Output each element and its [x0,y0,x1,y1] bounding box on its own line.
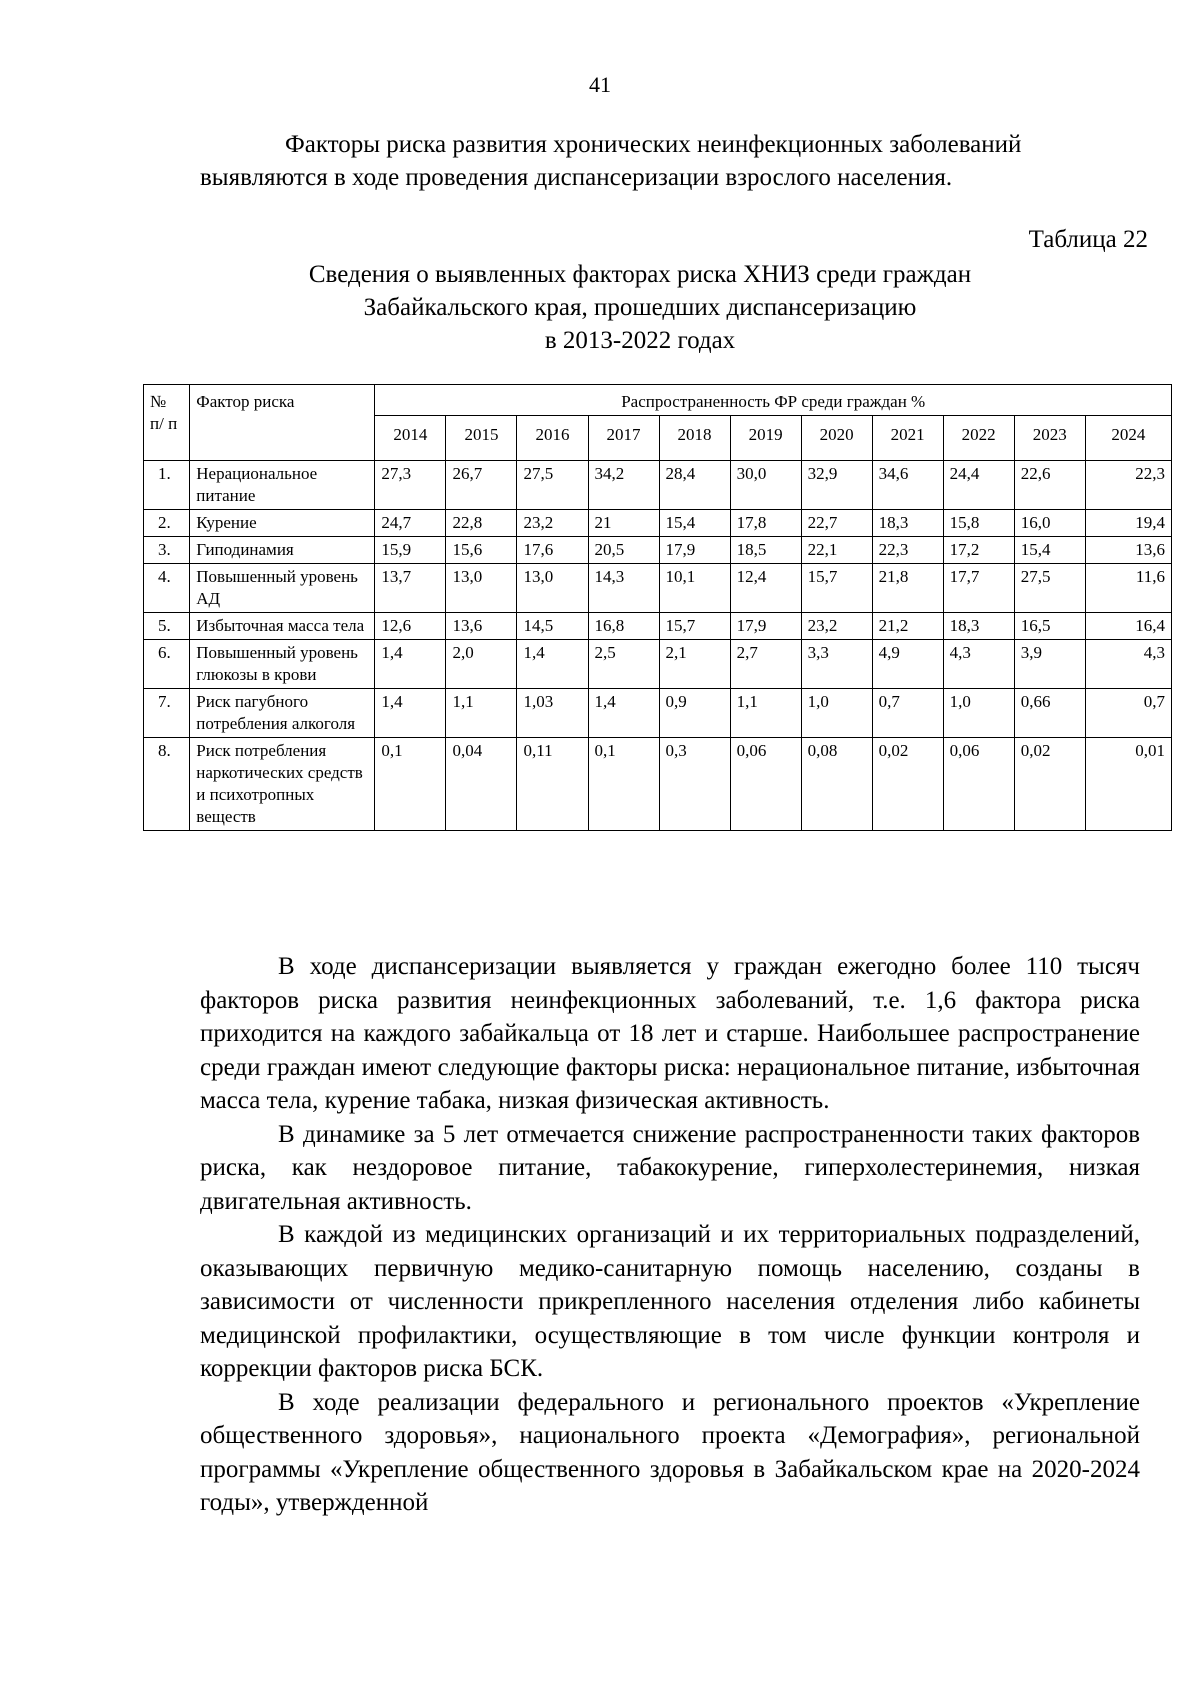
prevalence-value: 0,7 [1085,689,1171,738]
prevalence-value: 30,0 [730,461,801,510]
prevalence-value: 14,5 [517,613,588,640]
prevalence-value: 1,4 [375,640,446,689]
risk-factor-table [143,384,1172,831]
prevalence-value: 14,3 [588,564,659,613]
prevalence-value: 21,2 [872,613,943,640]
prevalence-value: 13,7 [375,564,446,613]
row-number: 2. [144,510,190,537]
paragraph: В ходе реализации федерального и регионального проектов «Укрепление общественного здоровья», национального проекта «Демография», региональной программы «Укрепление общественного здоровья в Забайкальском крае на 2020-2024 годы», утвержденной [200,1388,1140,1516]
prevalence-value: 17,2 [943,537,1014,564]
prevalence-value: 28,4 [659,461,730,510]
prevalence-value: 3,3 [801,640,872,689]
table-row [144,510,1172,537]
risk-factor-name: Нерациональное питание [190,461,375,510]
prevalence-value: 13,6 [446,613,517,640]
prevalence-value: 24,4 [943,461,1014,510]
prevalence-value: 17,9 [659,537,730,564]
year-header: 2019 [730,416,801,461]
column-header-prevalence: Распространенность ФР среди граждан % [375,385,1172,416]
prevalence-value: 16,8 [588,613,659,640]
prevalence-value: 16,4 [1085,613,1171,640]
prevalence-value: 2,0 [446,640,517,689]
prevalence-value: 0,02 [872,738,943,831]
prevalence-value: 22,7 [801,510,872,537]
prevalence-value: 20,5 [588,537,659,564]
prevalence-value: 0,1 [588,738,659,831]
prevalence-value: 0,06 [730,738,801,831]
prevalence-value: 1,4 [588,689,659,738]
year-header: 2020 [801,416,872,461]
prevalence-value: 2,7 [730,640,801,689]
year-header: 2017 [588,416,659,461]
page-number: 41 [589,72,611,97]
prevalence-value: 15,4 [659,510,730,537]
prevalence-value: 22,1 [801,537,872,564]
paragraph: В динамике за 5 лет отмечается снижение распространенности таких факторов риска, как нездоровое питание, табакокурение, гиперхолестеринемия, низкая двигательная активность. [200,1120,1140,1215]
prevalence-value: 15,6 [446,537,517,564]
risk-factor-name: Гиподинамия [190,537,375,564]
prevalence-value: 0,06 [943,738,1014,831]
prevalence-value: 4,3 [1085,640,1171,689]
prevalence-value: 22,3 [1085,461,1171,510]
table-title-line-2: Забайкальского края, прошедших диспансеризацию [363,294,917,321]
year-header: 2022 [943,416,1014,461]
paragraph: В ходе диспансеризации выявляется у граждан ежегодно более 110 тысяч факторов риска развития неинфекционных заболеваний, т.е. 1,6 фактора риска приходится на каждого забайкальца от 18 лет и старше. Наибольшее распространение среди граждан имеют следующие факторы риска: нерациональное питание, избыточная масса тела, курение табака, низкая физическая активность. [200,953,1140,1114]
row-number: 3. [144,537,190,564]
risk-factor-name: Повышенный уровень АД [190,564,375,613]
row-number: 6. [144,640,190,689]
prevalence-value: 15,4 [1014,537,1085,564]
table-row [144,738,1172,831]
risk-factor-name: Курение [190,510,375,537]
prevalence-value: 1,0 [943,689,1014,738]
prevalence-value: 0,3 [659,738,730,831]
prevalence-value: 13,0 [517,564,588,613]
prevalence-value: 15,8 [943,510,1014,537]
prevalence-value: 10,1 [659,564,730,613]
prevalence-value: 18,5 [730,537,801,564]
prevalence-value: 18,3 [943,613,1014,640]
prevalence-value: 1,4 [375,689,446,738]
intro-line-1: Факторы риска развития хронических неинфекционных заболеваний [285,131,1022,158]
prevalence-value: 1,0 [801,689,872,738]
prevalence-value: 4,3 [943,640,1014,689]
table-body [144,461,1172,831]
table-title-line-3: в 2013-2022 годах [544,327,736,354]
prevalence-value: 15,9 [375,537,446,564]
prevalence-value: 22,3 [872,537,943,564]
prevalence-value: 0,02 [1014,738,1085,831]
prevalence-value: 34,2 [588,461,659,510]
table-title [200,258,1080,357]
column-header-number: № п/ п [144,385,190,461]
prevalence-value: 2,5 [588,640,659,689]
prevalence-value: 0,7 [872,689,943,738]
year-header: 2016 [517,416,588,461]
body-text [200,950,1140,1520]
table-row [144,537,1172,564]
prevalence-value: 13,0 [446,564,517,613]
prevalence-value: 15,7 [801,564,872,613]
prevalence-value: 4,9 [872,640,943,689]
year-header: 2018 [659,416,730,461]
row-number: 1. [144,461,190,510]
prevalence-value: 0,1 [375,738,446,831]
prevalence-value: 17,6 [517,537,588,564]
column-header-factor: Фактор риска [190,385,375,461]
prevalence-value: 1,4 [517,640,588,689]
prevalence-value: 0,66 [1014,689,1085,738]
prevalence-value: 18,3 [872,510,943,537]
risk-factor-name: Избыточная масса тела [190,613,375,640]
table-row [144,461,1172,510]
prevalence-value: 23,2 [517,510,588,537]
table-row [144,564,1172,613]
row-number: 4. [144,564,190,613]
prevalence-value: 23,2 [801,613,872,640]
prevalence-value: 17,9 [730,613,801,640]
table-label: Таблица 22 [1028,226,1148,253]
prevalence-value: 0,04 [446,738,517,831]
prevalence-value: 1,1 [730,689,801,738]
year-header: 2015 [446,416,517,461]
prevalence-value: 32,9 [801,461,872,510]
year-header: 2021 [872,416,943,461]
prevalence-value: 17,8 [730,510,801,537]
prevalence-value: 2,1 [659,640,730,689]
prevalence-value: 0,9 [659,689,730,738]
prevalence-value: 11,6 [1085,564,1171,613]
intro-paragraph [200,128,1100,194]
row-number: 8. [144,738,190,831]
table-row [144,613,1172,640]
prevalence-value: 27,5 [517,461,588,510]
table-row [144,640,1172,689]
risk-factor-name: Риск потребления наркотических средств и психотропных веществ [190,738,375,831]
prevalence-value: 34,6 [872,461,943,510]
prevalence-value: 26,7 [446,461,517,510]
risk-factor-name: Риск пагубного потребления алкоголя [190,689,375,738]
intro-line-2: выявляются в ходе проведения диспансеризации взрослого населения. [200,164,953,191]
prevalence-value: 1,03 [517,689,588,738]
prevalence-value: 0,08 [801,738,872,831]
prevalence-value: 17,7 [943,564,1014,613]
prevalence-value: 19,4 [1085,510,1171,537]
prevalence-value: 16,0 [1014,510,1085,537]
prevalence-value: 1,1 [446,689,517,738]
year-header: 2024 [1085,416,1171,461]
table-title-line-1: Сведения о выявленных факторах риска ХНИЗ среди граждан [308,261,972,288]
row-number: 5. [144,613,190,640]
year-header: 2023 [1014,416,1085,461]
prevalence-value: 12,6 [375,613,446,640]
table-row [144,689,1172,738]
prevalence-value: 27,3 [375,461,446,510]
prevalence-value: 0,11 [517,738,588,831]
prevalence-value: 3,9 [1014,640,1085,689]
prevalence-value: 21,8 [872,564,943,613]
row-number: 7. [144,689,190,738]
prevalence-value: 27,5 [1014,564,1085,613]
paragraph: В каждой из медицинских организаций и их территориальных подразделений, оказывающих первичную медико-санитарную помощь населению, созданы в зависимости от численности прикрепленного населения отделения либо кабинеты медицинской профилактики, осуществляющие в том числе функции контроля и коррекции факторов риска БСК. [200,1221,1140,1382]
risk-factor-name: Повышенный уровень глюкозы в крови [190,640,375,689]
prevalence-value: 22,6 [1014,461,1085,510]
prevalence-value: 13,6 [1085,537,1171,564]
prevalence-value: 24,7 [375,510,446,537]
year-header: 2014 [375,416,446,461]
prevalence-value: 16,5 [1014,613,1085,640]
prevalence-value: 15,7 [659,613,730,640]
prevalence-value: 22,8 [446,510,517,537]
prevalence-value: 21 [588,510,659,537]
prevalence-value: 12,4 [730,564,801,613]
prevalence-value: 0,01 [1085,738,1171,831]
